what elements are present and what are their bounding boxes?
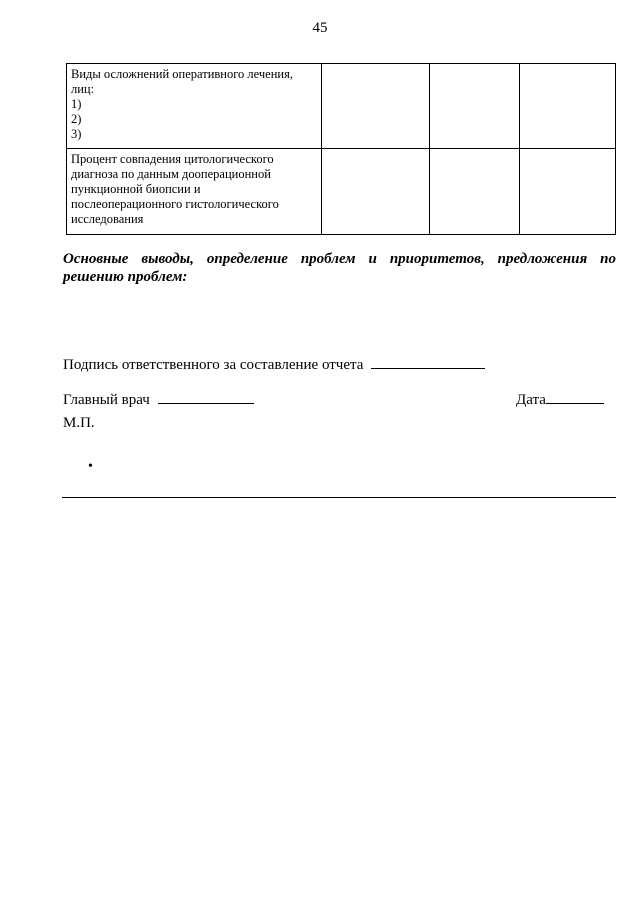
date-line: [516, 389, 604, 409]
row-label-cytology-match: [67, 149, 322, 235]
chief-doctor-label: Главный врач: [63, 392, 150, 408]
conclusions-heading: Основные выводы, определение проблем и приоритетов, предложения по решению проблем:: [63, 251, 616, 285]
table-cell: [322, 64, 430, 149]
table-cell: [520, 64, 616, 149]
label-line: Процент совпадения цитологического: [71, 152, 274, 166]
row-label-complications: [67, 64, 322, 149]
bottom-rule: [62, 497, 616, 498]
bullet-mark: •: [88, 459, 93, 474]
table-row: [67, 149, 616, 235]
responsible-signature-blank: [371, 354, 485, 369]
report-table: [66, 63, 616, 235]
label-line: пункционной биопсии и: [71, 182, 201, 196]
label-line: диагноза по данным дооперационной: [71, 167, 271, 181]
table-row: [67, 64, 616, 149]
table-cell: [430, 64, 520, 149]
responsible-signature-label: Подпись ответственного за составление отчета: [63, 357, 364, 373]
label-line: 3): [71, 127, 82, 141]
label-line: лиц:: [71, 82, 95, 96]
label-line: 2): [71, 112, 82, 126]
responsible-signature-line: [63, 354, 485, 374]
chief-doctor-line: [63, 389, 254, 409]
label-line: 1): [71, 97, 82, 111]
table-cell: [322, 149, 430, 235]
table-cell: [520, 149, 616, 235]
date-label: Дата: [516, 392, 546, 408]
label-line: послеоперационного гистологического: [71, 197, 279, 211]
page-number: 45: [312, 20, 328, 36]
table-cell: [430, 149, 520, 235]
stamp-label: М.П.: [63, 415, 95, 431]
chief-doctor-blank: [158, 389, 254, 404]
date-blank: [546, 389, 604, 404]
label-line: исследования: [71, 212, 144, 226]
label-line: Виды осложнений оперативного лечения,: [71, 67, 293, 81]
